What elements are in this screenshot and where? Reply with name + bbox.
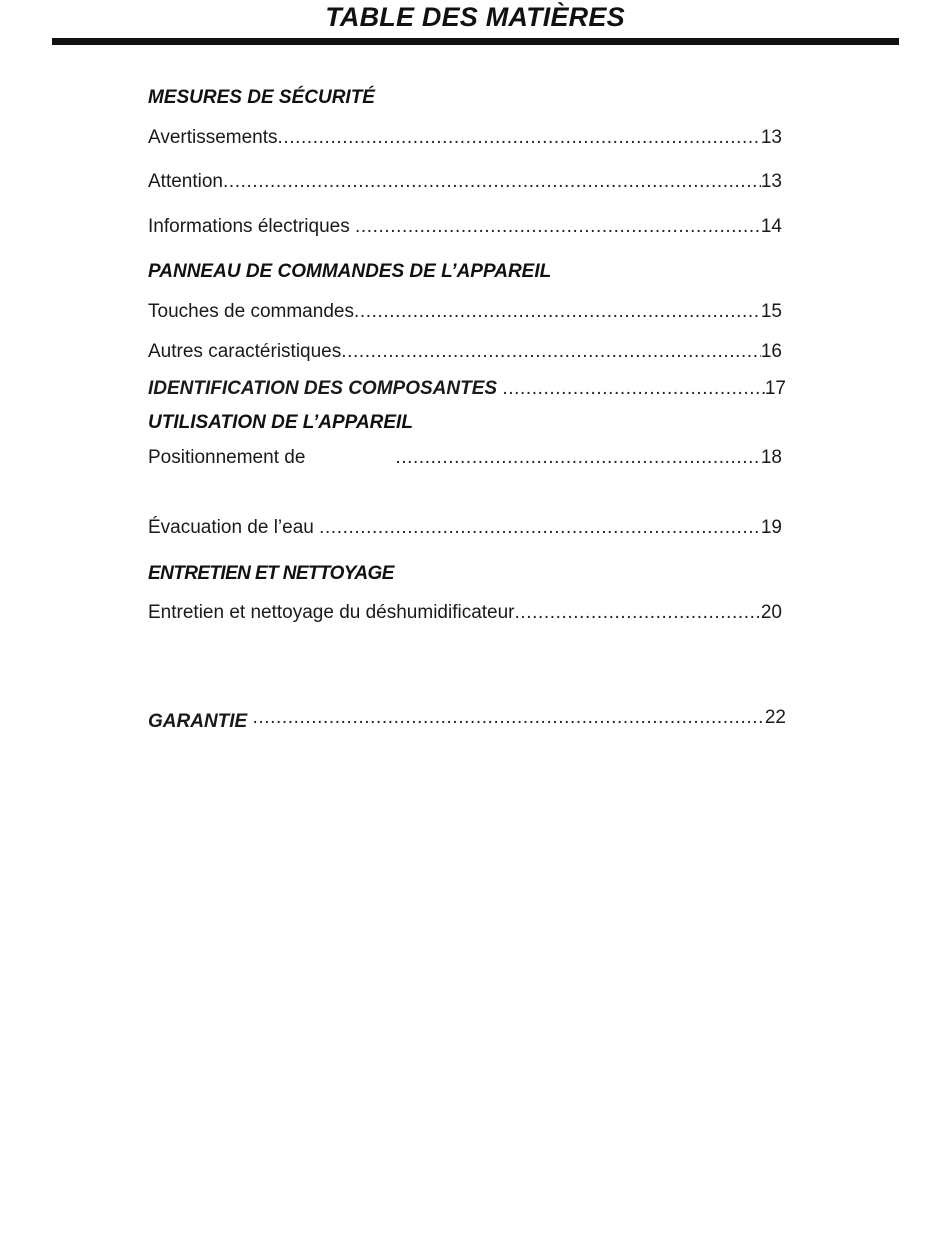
section-heading-panneau: PANNEAU DE COMMANDES DE L’APPAREIL bbox=[148, 261, 552, 282]
toc-page-number: 18 bbox=[760, 447, 782, 468]
toc-entry-label: Attention bbox=[148, 171, 223, 192]
toc-page-number: 14 bbox=[760, 216, 782, 237]
page-title: TABLE DES MATIÈRES bbox=[325, 2, 625, 32]
toc-page-number: 20 bbox=[760, 602, 782, 623]
toc-entry-attention bbox=[148, 170, 782, 194]
toc-entry-entretien bbox=[148, 601, 782, 625]
section-heading-securite: MESURES DE SÉCURITÉ bbox=[148, 87, 375, 108]
dot-leader bbox=[515, 601, 761, 625]
dot-leader bbox=[502, 377, 765, 401]
toc-entry-label: Avertissements bbox=[148, 127, 278, 148]
dot-leader bbox=[355, 215, 761, 239]
toc-entry-label: Touches de commandes bbox=[148, 301, 354, 322]
dot-leader bbox=[253, 706, 765, 730]
toc-entry-touches bbox=[148, 300, 782, 324]
dot-leader bbox=[341, 340, 761, 364]
toc-entry-avertissements bbox=[148, 126, 782, 150]
toc-page-number: 22 bbox=[764, 707, 786, 728]
dot-leader bbox=[395, 446, 760, 470]
section-heading-utilisation: UTILISATION DE L’APPAREIL bbox=[148, 412, 413, 433]
toc-page-number: 13 bbox=[760, 171, 782, 192]
toc-entry-label: Entretien et nettoyage du déshumidificateur bbox=[148, 602, 515, 623]
toc-entry-autres bbox=[148, 340, 782, 364]
toc-entry-label: Informations électriques bbox=[148, 216, 355, 237]
toc-entry-label: Positionnement de bbox=[148, 447, 306, 468]
toc-page-number: 16 bbox=[760, 341, 782, 362]
dot-leader bbox=[319, 516, 761, 540]
section-heading-entretien: ENTRETIEN ET NETTOYAGE bbox=[148, 563, 394, 584]
toc-entry-positionnement bbox=[148, 446, 782, 470]
toc-entry-informations-electriques bbox=[148, 215, 782, 239]
toc-entry-identification bbox=[148, 377, 786, 401]
toc-entry-label: Évacuation de l’eau bbox=[148, 517, 320, 538]
title-divider bbox=[52, 38, 899, 45]
dot-leader bbox=[354, 300, 761, 324]
dot-leader bbox=[223, 170, 761, 194]
toc-entry-label: IDENTIFICATION DES COMPOSANTES bbox=[148, 378, 503, 399]
toc-page-number: 17 bbox=[764, 378, 786, 399]
toc-page-number: 19 bbox=[760, 517, 782, 538]
toc-entry-evacuation bbox=[148, 516, 782, 540]
toc-page-number: 13 bbox=[760, 127, 782, 148]
toc-entry-label: Autres caractéristiques bbox=[148, 341, 342, 362]
toc-entry-garantie bbox=[148, 706, 786, 730]
dot-leader bbox=[278, 126, 761, 150]
toc-page-number: 15 bbox=[760, 301, 782, 322]
toc-entry-label: GARANTIE bbox=[148, 711, 253, 732]
